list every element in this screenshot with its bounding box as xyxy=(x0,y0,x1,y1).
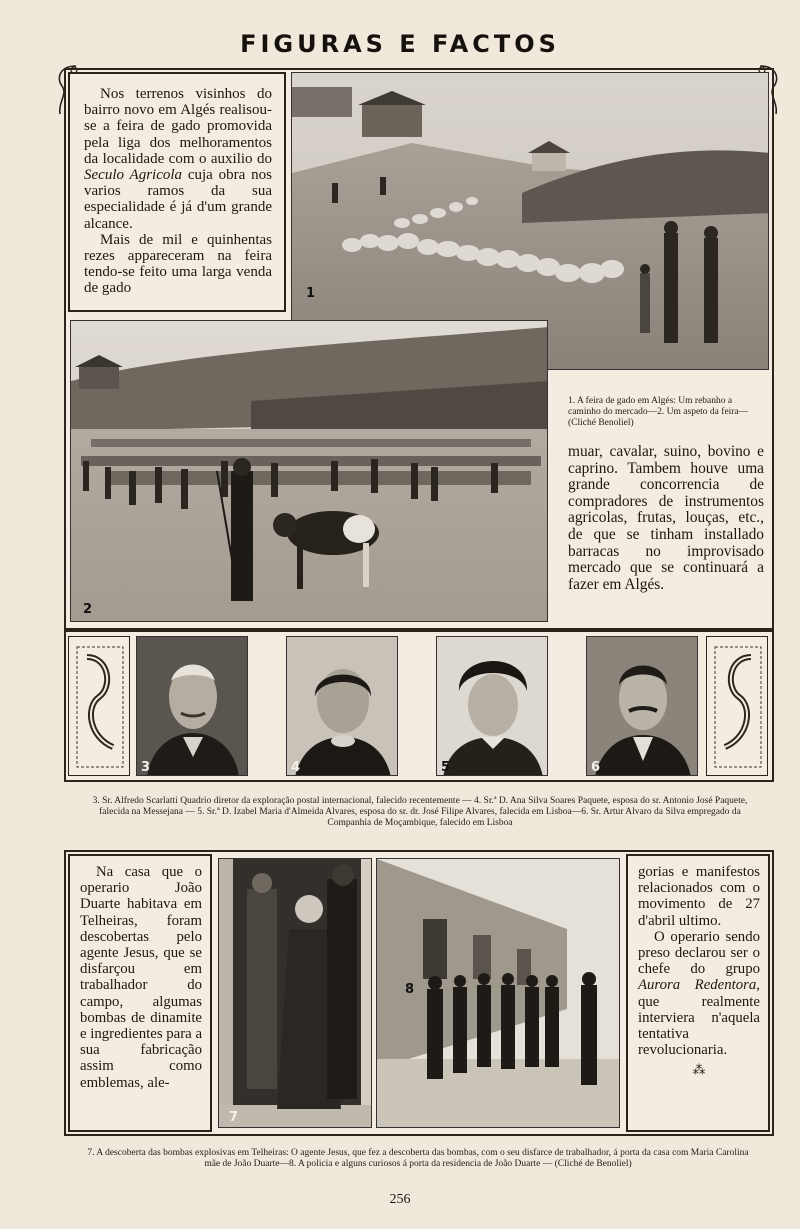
cattle-fair-image xyxy=(71,321,548,622)
right-portrait-ornament xyxy=(706,636,768,776)
portraits-caption: 3. Sr. Alfredo Scarlatti Quadrio diretor da exploração postal internacional, falecido recentemente — 4. Sr.ª D. Ana Silva Soares Paquete, esposa do sr. Antonio José Paquete, falecida na Messejana — 5. Sr.ª D. Izabel Maria d'Almeida Alvares, esposa do sr. dr. José Filipe Alvares, falecida em Lisboa—6. Sr. Artur Alvaro da Silva empregado da Companhia de Moçambique, falecido em Lisboa xyxy=(92,796,748,828)
portrait-woman-upswept-hair-image xyxy=(437,637,548,776)
portrait-artur-alvaro-da-silva xyxy=(586,636,698,776)
photo-cattle-fair xyxy=(70,320,548,622)
aurora-redentora-name: Aurora Redentora xyxy=(638,977,757,994)
bombs-right-text xyxy=(638,864,760,1079)
portrait-number-6: 6 xyxy=(591,760,601,775)
photo-agent-jesus-doorway xyxy=(218,858,372,1128)
bombs-right-text-box xyxy=(626,854,770,1132)
portrait-woman-dark-hair-image xyxy=(287,637,398,776)
portrait-ana-silva-soares-paquete xyxy=(286,636,398,776)
fair-intro-box xyxy=(68,72,286,312)
portrait-number-5: 5 xyxy=(441,760,451,775)
fair-intro-text xyxy=(84,86,272,297)
bombs-left-paragraph: Na casa que o operario João Duarte habitava em Telheiras, foram descobertas pelo agente Jesus, que se disfarçou em trabalhador do campo, algumas bombas de dinamite e ingredientes para a sua fabricação assim como emblemas, ale- xyxy=(80,864,203,1091)
seculo-agricola-name: Seculo Agricola xyxy=(84,167,183,184)
end-mark-asterism: ⁂ xyxy=(692,1062,706,1078)
fair-intro-part2: Mais de mil e quinhentas rezes appareceram na feira tendo-se feito uma larga venda de gado xyxy=(84,231,272,297)
photo-number-1: 1 xyxy=(306,286,316,301)
page-number: 256 xyxy=(389,1192,411,1207)
photo-number-2: 2 xyxy=(83,602,93,617)
bombs-right-paragraph-2-start: O operario sendo preso declarou ser o chefe do grupo xyxy=(638,928,760,978)
portrait-young-man-mustache-image xyxy=(587,637,698,776)
bombs-right-paragraph-1: gorias e manifestos relacionados com o movimento de 27 d'abril ultimo. xyxy=(638,864,760,929)
portrait-number-4: 4 xyxy=(291,760,301,775)
bombs-left-text-box xyxy=(68,854,212,1132)
fair-intro-part1: Nos terrenos visinhos do bairro novo em Algés realisou-se a feira de gado promovida pela liga dos melhoramentos da localidade com o auxilio do xyxy=(84,86,272,167)
portrait-izabel-maria-dalmeida-alvares xyxy=(436,636,548,776)
fair-photo-caption: 1. A feira de gado em Algés: Um rebanho a caminho do mercado—2. Um aspeto da feira—(Cliché Benoliel) xyxy=(568,396,749,428)
bombs-caption: 7. A descoberta das bombas explosivas em Telheiras: O agente Jesus, que fez a descoberta das bombas, com o seu disfarce de trabalhador, á porta da casa com Maria Carolina mãe de João Duarte—8. A policia e alguns curiosos á porta da residencia de João Duarte — (Cliché de Benoliel) xyxy=(87,1148,749,1169)
photo-number-7: 7 xyxy=(229,1110,239,1125)
bombs-right-paragraph-2-end: , que realmente interviera n'aquela tentativa revolucionaria. xyxy=(638,977,760,1059)
right-decorative-scroll-icon xyxy=(707,637,769,777)
bombs-left-text xyxy=(80,864,202,1091)
fair-continuation-text: muar, cavalar, suino, bovino e caprino. Tambem houve uma grande concorrencia de compradores de instrumentos agricolas, frutas, louças, etc., de que se tinham installado barracas no improvisado mercado que se continuará a fazer em Algés. xyxy=(568,443,764,593)
portrait-alfredo-scarlatti-quadrio xyxy=(136,636,248,776)
page-header: FIGURAS E FACTOS xyxy=(240,30,560,58)
left-decorative-scroll-icon xyxy=(69,637,131,777)
left-portrait-ornament xyxy=(68,636,130,776)
photo-police-at-residence xyxy=(376,858,620,1128)
portrait-man-mustache-image xyxy=(137,637,248,776)
photo-number-8: 8 xyxy=(405,982,415,997)
portrait-number-3: 3 xyxy=(141,760,151,775)
fair-intro-part1-end: cuja obra nos varios ramos da sua especialidade é já d'um grande alcance. xyxy=(84,167,272,232)
agent-jesus-image xyxy=(219,859,372,1128)
